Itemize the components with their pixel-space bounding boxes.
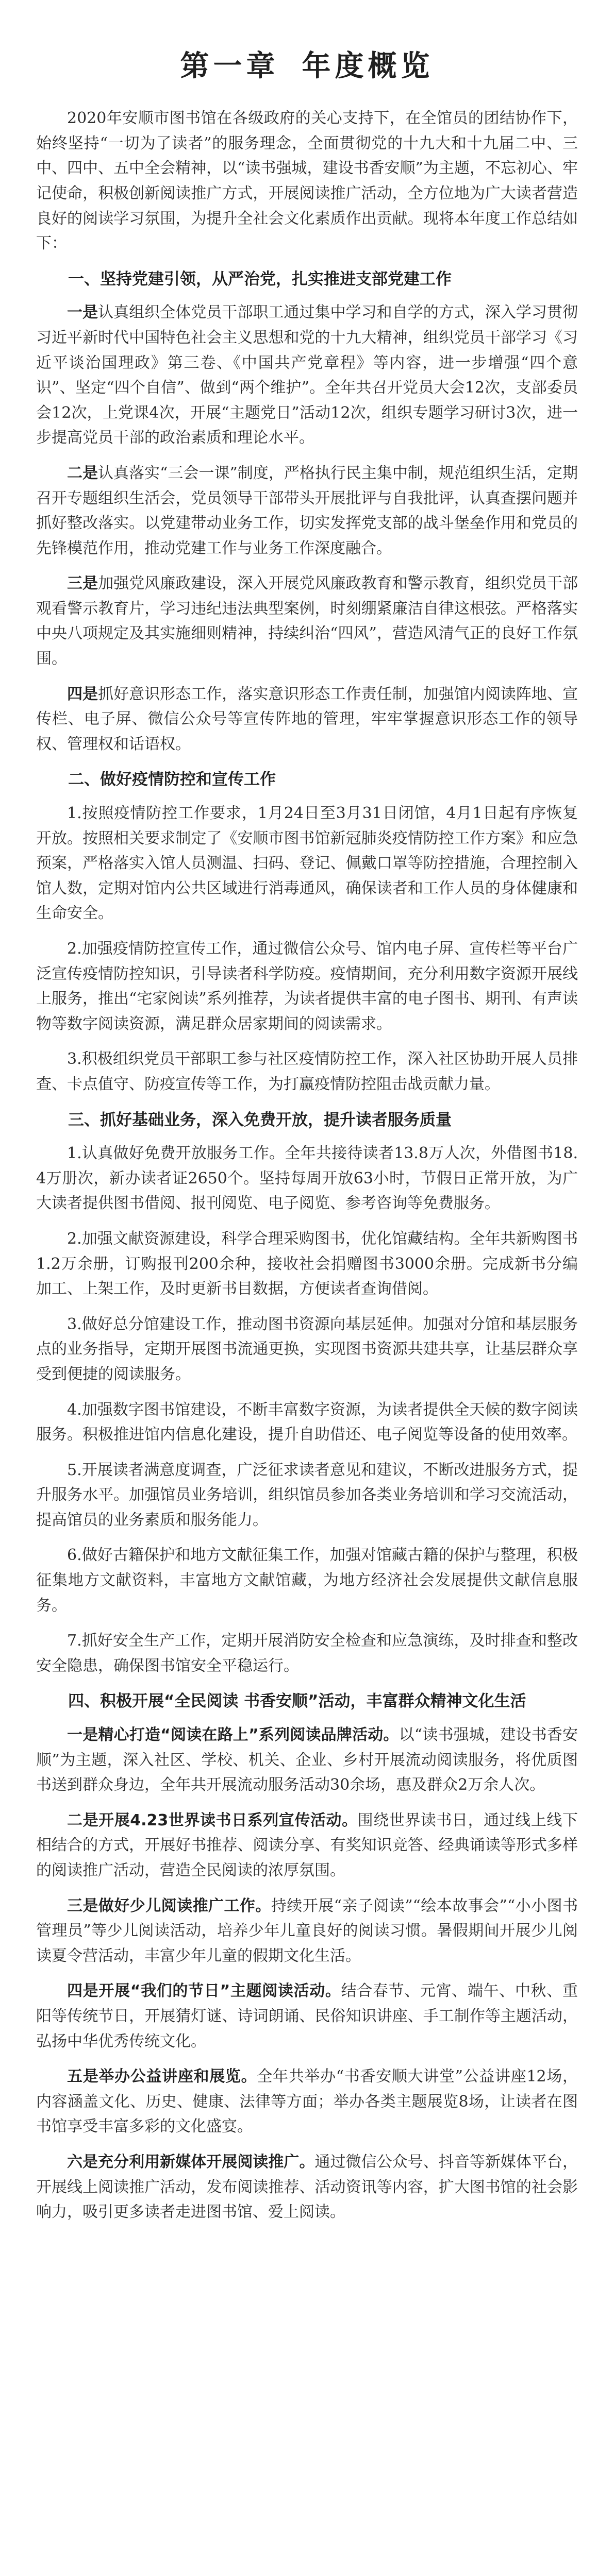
section-paragraph bbox=[36, 1723, 578, 1798]
section-paragraph bbox=[36, 1458, 578, 1533]
section-heading: 四、积极开展“全民阅读 书香安顺”活动，丰富群众精神文化生活 bbox=[68, 1692, 526, 1711]
chapter-number: 第一章 bbox=[180, 49, 279, 83]
paragraph-text: 持续开展“亲子阅读”“绘本故事会”“小小图书管理员”等少儿阅读活动，培养少年儿童良好的阅读习惯。暑假期间开展少儿阅读夏令营活动，丰富少年儿童的假期文化生活。 bbox=[36, 1896, 578, 1965]
paragraph-text: 通过微信公众号、抖音等新媒体平台，开展线上阅读推广活动，发布阅读推荐、活动资讯等内容，扩大图书馆的社会影响力，吸引更多读者走进图书馆、爱上阅读。 bbox=[36, 2153, 578, 2222]
paragraph-text: 认真落实“三会一课”制度，严格执行民主集中制，规范组织生活，定期召开专题组织生活会，党员领导干部带头开展批评与自我批评，认真查摆问题并抓好整改落实。以党建带动业务工作，切实发挥党支部的战斗堡垒作用和党员的先锋模范作用，推动党建工作与业务工作深度融合。 bbox=[36, 464, 578, 557]
paragraph-lead: 六是充分利用新媒体开展阅读推广。 bbox=[67, 2153, 315, 2171]
paragraph-text: 抓好意识形态工作，落实意识形态工作责任制，加强馆内阅读阵地、宣传栏、电子屏、微信公众号等宣传阵地的管理，牢牢掌握意识形态工作的领导权、管理权和话语权。 bbox=[36, 685, 578, 753]
section-heading: 二、做好疫情防控和宣传工作 bbox=[68, 770, 276, 789]
paragraph-lead: 二是 bbox=[67, 464, 98, 482]
paragraph-lead: 二是开展4.23世界读书日系列宣传活动。 bbox=[67, 1811, 358, 1829]
paragraph-lead: 三是做好少儿阅读推广工作。 bbox=[67, 1896, 271, 1915]
intro-paragraph: 2020年安顺市图书馆在各级政府的关心支持下，在全馆员的团结协作下，始终坚持“一切为了读者”的服务理念，全面贯彻党的十九大和十九届二中、三中、四中、五中全会精神，以“读书强城，建设书香安顺”为主题，不忘初心、牢记使命，积极创新阅读推广方式，开展阅读推广活动，全方位地为广大读者营造良好的阅读学习氛围，为提升全社会文化素质作出贡献。现将本年度工作总结如下： bbox=[36, 109, 578, 253]
section-paragraph bbox=[36, 937, 578, 1037]
section-paragraph bbox=[36, 1543, 578, 1618]
sections-container bbox=[36, 267, 578, 2225]
paragraph-text: 4.加强数字图书馆建设，不断丰富数字资源，为读者提供全天候的数字阅读服务。积极推进馆内信息化建设，提升自助借还、电子阅览等设备的使用效率。 bbox=[36, 1400, 578, 1444]
paragraph-text: 围绕世界读书日，通过线上线下相结合的方式，开展好书推荐、阅读分享、有奖知识竞答、经典诵读等形式多样的阅读推广活动，营造全民阅读的浓厚氛围。 bbox=[36, 1811, 578, 1879]
section-paragraph bbox=[36, 1808, 578, 1884]
section-paragraph bbox=[36, 461, 578, 561]
section-paragraph bbox=[36, 801, 578, 926]
paragraph-lead: 一是精心打造“阅读在路上”系列阅读品牌活动。 bbox=[67, 1726, 399, 1744]
paragraph-lead: 五是举办公益讲座和展览。 bbox=[67, 2067, 257, 2086]
paragraph-lead: 三是 bbox=[67, 574, 98, 593]
section-paragraph bbox=[36, 1141, 578, 1216]
paragraph-text: 以“读书强城，建设书香安顺”为主题，深入社区、学校、机关、企业、乡村开展流动阅读服务，将优质图书送到群众身边，全年共开展流动服务活动30余场，惠及群众2万余人次。 bbox=[36, 1726, 578, 1794]
section-paragraph bbox=[36, 1629, 578, 1679]
paragraph-text: 2.加强文献资源建设，科学合理采购图书，优化馆藏结构。全年共新购图书1.2万余册，订购报刊200余种，接收社会捐赠图书3000余册。完成新书分编加工、上架工作，及时更新书目数据，方便读者查询借阅。 bbox=[36, 1229, 578, 1298]
paragraph-text: 3.积极组织党员干部职工参与社区疫情防控工作，深入社区协助开展人员排查、卡点值守、防疫宣传等工作，为打赢疫情防控阻击战贡献力量。 bbox=[36, 1050, 578, 1093]
chapter-title bbox=[36, 49, 578, 83]
paragraph-lead: 四是 bbox=[67, 685, 98, 703]
paragraph-text: 2.加强疫情防控宣传工作，通过微信公众号、馆内电子屏、宣传栏等平台广泛宣传疫情防控知识，引导读者科学防疫。疫情期间，充分利用数字资源开展线上服务，推出“宅家阅读”系列推荐，为读者提供丰富的电子图书、期刊、有声读物等数字阅读资源，满足群众居家期间的阅读需求。 bbox=[36, 940, 578, 1033]
section-paragraph bbox=[36, 1312, 578, 1387]
paragraph-text: 全年共举办“书香安顺大讲堂”公益讲座12场，内容涵盖文化、历史、健康、法律等方面；举办各类主题展览8场，让读者在图书馆享受丰富多彩的文化盛宴。 bbox=[36, 2067, 578, 2136]
chapter-name: 年度概览 bbox=[302, 49, 434, 83]
section-paragraph bbox=[36, 1227, 578, 1302]
paragraph-lead: 四是开展“我们的节日”主题阅读活动。 bbox=[67, 1982, 341, 2001]
paragraph-text: 7.抓好安全生产工作，定期开展消防安全检查和应急演练，及时排查和整改安全隐患，确保图书馆安全平稳运行。 bbox=[36, 1632, 578, 1675]
report-content bbox=[36, 49, 578, 2235]
paragraph-text: 1.按照疫情防控工作要求，1月24日至3月31日闭馆，4月1日起有序恢复开放。按照相关要求制定了《安顺市图书馆新冠肺炎疫情防控工作方案》和应急预案，严格落实入馆人员测温、扫码、登记、佩戴口罩等防控措施，合理控制入馆人数，定期对馆内公共区域进行消毒通风，确保读者和工作人员的身体健康和生命安全。 bbox=[36, 804, 578, 923]
section-paragraph bbox=[36, 1894, 578, 1969]
section-paragraph bbox=[36, 1398, 578, 1448]
paragraph-text: 结合春节、元宵、端午、中秋、重阳等传统节日，开展猜灯谜、诗词朗诵、民俗知识讲座、手工制作等主题活动，弘扬中华优秀传统文化。 bbox=[36, 1982, 578, 2050]
paragraph-text: 加强党风廉政建设，深入开展党风廉政教育和警示教育，组织党员干部观看警示教育片，学习违纪违法典型案例，时刻绷紧廉洁自律这根弦。严格落实中央八项规定及其实施细则精神，持续纠治“四风”，营造风清气正的良好工作氛围。 bbox=[36, 574, 578, 668]
section-paragraph bbox=[36, 1979, 578, 2054]
section-paragraph bbox=[36, 300, 578, 451]
section-paragraph bbox=[36, 2150, 578, 2225]
paragraph-text: 5.开展读者满意度调查，广泛征求读者意见和建议，不断改进服务方式，提升服务水平。加强馆员业务培训，组织馆员参加各类业务培训和学习交流活动，提高馆员的业务素质和服务能力。 bbox=[36, 1461, 578, 1529]
paragraph-lead: 一是 bbox=[67, 303, 98, 322]
section-heading: 三、抓好基础业务，深入免费开放，提升读者服务质量 bbox=[68, 1110, 452, 1129]
section-heading: 一、坚持党建引领，从严治党，扎实推进支部党建工作 bbox=[68, 269, 452, 289]
paragraph-text: 3.做好总分馆建设工作，推动图书资源向基层延伸。加强对分馆和基层服务点的业务指导，定期开展图书流通更换，实现图书资源共建共享，让基层群众享受到便捷的阅读服务。 bbox=[36, 1315, 578, 1383]
section-paragraph bbox=[36, 571, 578, 671]
section-paragraph bbox=[36, 682, 578, 757]
section-paragraph bbox=[36, 2064, 578, 2140]
paragraph-text: 6.做好古籍保护和地方文献征集工作，加强对馆藏古籍的保护与整理，积极征集地方文献资料，丰富地方文献馆藏，为地方经济社会发展提供文献信息服务。 bbox=[36, 1546, 578, 1615]
paragraph-text: 认真组织全体党员干部职工通过集中学习和自学的方式，深入学习贯彻习近平新时代中国特色社会主义思想和党的十九大精神，组织党员干部学习《习近平谈治国理政》第三卷、《中国共产党章程》等内容，进一步增强“四个意识”、坚定“四个自信”、做到“两个维护”。全年共召开党员大会12次，支部委员会12次，上党课4次，开展“主题党日”活动12次，组织专题学习研讨3次，进一步提高党员干部的政治素质和理论水平。 bbox=[36, 303, 578, 447]
section-paragraph bbox=[36, 1047, 578, 1097]
paragraph-text: 1.认真做好免费开放服务工作。全年共接待读者13.8万人次，外借图书18.4万册次，新办读者证2650个。坚持每周开放63小时，节假日正常开放，为广大读者提供图书借阅、报刊阅览、电子阅览、参考咨询等免费服务。 bbox=[36, 1144, 578, 1213]
